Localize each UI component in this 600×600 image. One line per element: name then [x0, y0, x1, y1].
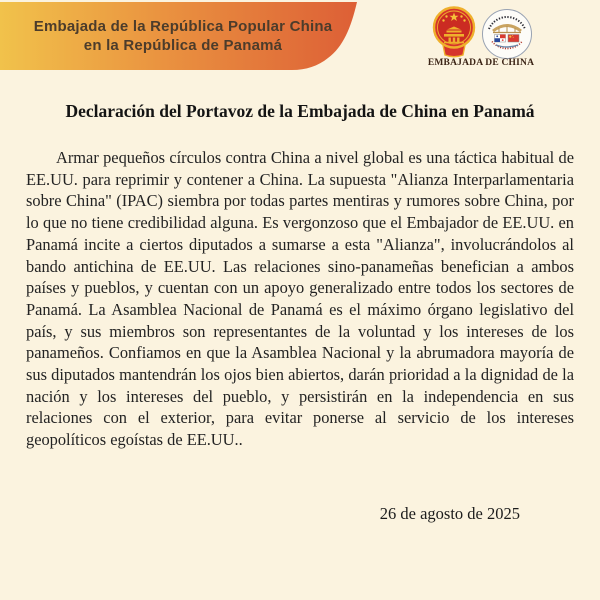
embassy-name [18, 2, 348, 70]
china-national-emblem-icon [431, 6, 477, 59]
embassy-name-line1: Embajada de la República Popular China [33, 18, 333, 35]
statement-date: 26 de agosto de 2025 [379, 504, 520, 523]
emblem-caption: EMBAJADA DE CHINA [427, 58, 535, 68]
header-banner [0, 2, 360, 70]
statement-body: Armar pequeños círculos contra China a nivel global es una táctica habitual de EE.UU. para reprimir y contener a China. La supuesta "Alianza Interparlamentaria sobre China" (IPAC) siembra por todas partes mentiras y rumores sobre China, por lo que no tiene credibilidad alguna. Es vergonzoso que el Embajador de EE.UU. en Panamá incite a ciertos diputados a sumarse a esta "Alianza", involucrándolos al bando antichina de EE.UU. Las relaciones sino-panameñas benefician a ambos países y pueblos, y cuentan con un apoyo generalizado entre todos los sectores de Panamá. La Asamblea Nacional de Panamá es el máximo órgano legislativo del país, y sus miembros son representantes de la voluntad y los intereses de los panameños. Confiamos en que la Asamblea Nacional y la abrumadora mayoría de sus diputados mantendrán los ojos bien abiertos, darán prioridad a la dignidad de la nación y los intereses del pueblo, y persistirán en la independencia en sus relaciones con el exterior, para evitar ponerse al servicio de los intereses geopolíticos egoístas de EE.UU.. [26, 148, 574, 450]
statement-title: Declaración del Portavoz de la Embajada de China en Panamá [65, 101, 535, 121]
embassy-name-line2: en la República de Panamá [83, 37, 283, 54]
emblems-block [425, 5, 537, 71]
embassy-round-seal-icon [481, 8, 533, 60]
